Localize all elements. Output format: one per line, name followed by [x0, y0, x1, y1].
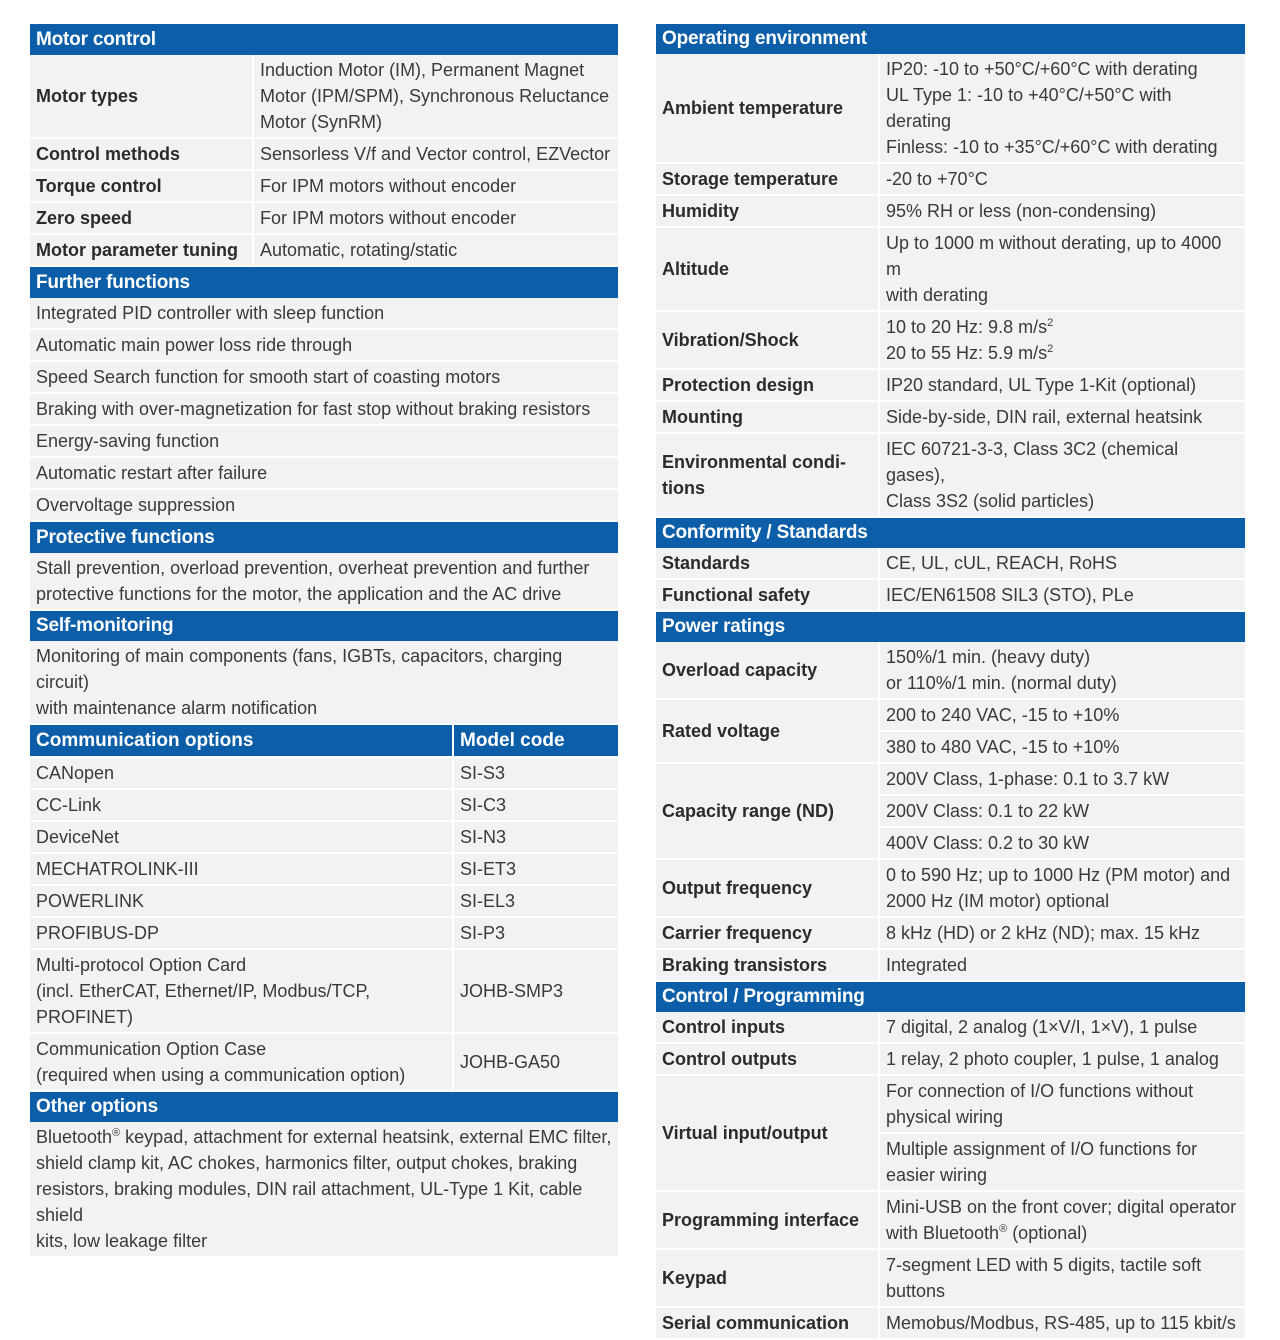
standards-label: Standards [656, 548, 879, 579]
table-row [656, 1075, 1245, 1133]
text-fragment: 20 to 55 Hz: 5.9 m/s [886, 343, 1048, 363]
registered-mark: ® [112, 1127, 121, 1139]
comm-option-name [30, 949, 453, 1033]
text-line: 150%/1 min. (heavy duty) [886, 647, 1091, 667]
text-line: derating [886, 111, 952, 131]
text-fragment: 10 to 20 Hz: 9.8 m/s [886, 317, 1048, 337]
table-row [656, 311, 1245, 369]
control-programming-table [656, 1012, 1245, 1340]
table-row [656, 163, 1245, 195]
motor-types-value [253, 55, 618, 138]
serial-communication-value: Memobus/Modbus, RS-485, up to 115 kbit/s [879, 1307, 1245, 1339]
capacity-range-value: 200V Class: 0.1 to 22 kW [879, 795, 1245, 827]
comm-option-code: JOHB-GA50 [453, 1033, 618, 1091]
table-row [656, 548, 1245, 579]
table-row [30, 853, 618, 885]
table-row [656, 1012, 1245, 1043]
ambient-temperature-value [879, 54, 1245, 163]
table-row [30, 885, 618, 917]
table-row [30, 170, 618, 202]
conformity-table [656, 548, 1245, 612]
comm-option-code: SI-P3 [453, 917, 618, 949]
standards-value: CE, UL, cUL, REACH, RoHS [879, 548, 1245, 579]
power-ratings-header: Power ratings [656, 612, 1245, 642]
zero-speed-value: For IPM motors without encoder [253, 202, 618, 234]
table-row [656, 763, 1245, 795]
text-fragment: keypad, attachment for external heatsink, external EMC filter, [120, 1127, 612, 1147]
functional-safety-value: IEC/EN61508 SIL3 (STO), PLe [879, 579, 1245, 611]
control-inputs-label: Control inputs [656, 1012, 879, 1043]
control-methods-value: Sensorless V/f and Vector control, EZVector [253, 138, 618, 170]
altitude-value [879, 227, 1245, 311]
text-line: with derating [886, 285, 989, 305]
text-line [36, 1124, 612, 1150]
text-line: Multiple assignment of I/O functions for [886, 1139, 1198, 1159]
list-item [30, 425, 618, 457]
table-row [30, 202, 618, 234]
capacity-range-value: 400V Class: 0.2 to 30 kW [879, 827, 1245, 859]
motor-control-table [30, 55, 618, 267]
motor-types-label: Motor types [30, 55, 253, 138]
list-item [30, 457, 618, 489]
text-line: (required when using a communication option) [36, 1065, 406, 1085]
table-row [30, 821, 618, 853]
list-item [30, 361, 618, 393]
superscript: 2 [1047, 343, 1054, 355]
output-frequency-value [879, 859, 1245, 917]
list-item [30, 298, 618, 329]
motor-control-header: Motor control [30, 24, 618, 55]
further-function-item: Braking with over-magnetization for fast stop without braking resistors [30, 393, 618, 425]
table-row [30, 1033, 618, 1091]
communication-options-header: Communication options [30, 725, 453, 757]
comm-option-name: MECHATROLINK-III [30, 853, 453, 885]
text-line: (incl. EtherCAT, Ethernet/IP, Modbus/TCP, PROFINET) [36, 981, 371, 1027]
text-line: Finless: -10 to +35°C/+60°C with derating [886, 137, 1218, 157]
text-line: 7-segment LED with 5 digits, tactile soft [886, 1255, 1202, 1275]
other-options-text [30, 1122, 618, 1257]
control-methods-label: Control methods [30, 138, 253, 170]
table-row [30, 1122, 618, 1257]
further-function-item: Energy-saving function [30, 425, 618, 457]
programming-interface-value [879, 1191, 1245, 1249]
table-row [30, 917, 618, 949]
table-row [30, 234, 618, 266]
comm-option-code: JOHB-SMP3 [453, 949, 618, 1033]
motor-types-line: Induction Motor (IM), Permanent Magnet [260, 60, 585, 80]
text-line: with maintenance alarm notification [36, 698, 318, 718]
comm-option-code: SI-C3 [453, 789, 618, 821]
control-inputs-value: 7 digital, 2 analog (1×V/I, 1×V), 1 pulse [879, 1012, 1245, 1043]
text-line: physical wiring [886, 1107, 1004, 1127]
vibration-shock-label: Vibration/Shock [656, 311, 879, 369]
output-frequency-label: Output frequency [656, 859, 879, 917]
text-line: shield clamp kit, AC chokes, harmonics filter, output chokes, braking [36, 1153, 578, 1173]
overload-capacity-value [879, 642, 1245, 699]
text-fragment: Bluetooth [36, 1127, 113, 1147]
table-row [30, 789, 618, 821]
table-row [30, 553, 618, 610]
table-row [30, 757, 618, 789]
text-fragment: with Bluetooth [886, 1223, 1000, 1243]
further-function-item: Integrated PID controller with sleep function [30, 298, 618, 329]
control-programming-header: Control / Programming [656, 982, 1245, 1012]
comm-option-name: DeviceNet [30, 821, 453, 853]
functional-safety-label: Functional safety [656, 579, 879, 611]
text-line: 2000 Hz (IM motor) optional [886, 891, 1110, 911]
operating-environment-header: Operating environment [656, 24, 1245, 54]
table-row [656, 1043, 1245, 1075]
operating-environment-table [656, 54, 1245, 518]
table-row [656, 1191, 1245, 1249]
self-monitoring-table [30, 641, 618, 725]
keypad-label: Keypad [656, 1249, 879, 1307]
protective-functions-text [30, 553, 618, 610]
storage-temperature-label: Storage temperature [656, 163, 879, 195]
text-line: Monitoring of main components (fans, IGBTs, capacitors, charging circuit) [36, 646, 563, 692]
superscript: 2 [1047, 317, 1054, 329]
storage-temperature-value: -20 to +70°C [879, 163, 1245, 195]
text-line: kits, low leakage filter [36, 1231, 208, 1251]
serial-communication-label: Serial communication [656, 1307, 879, 1339]
virtual-io-label: Virtual input/output [656, 1075, 879, 1191]
text-line [886, 340, 1239, 366]
ambient-temperature-label: Ambient temperature [656, 54, 879, 163]
protective-functions-header: Protective functions [30, 522, 618, 553]
mounting-label: Mounting [656, 401, 879, 433]
environmental-conditions-value [879, 433, 1245, 517]
list-item [30, 489, 618, 521]
protection-design-value: IP20 standard, UL Type 1-Kit (optional) [879, 369, 1245, 401]
text-line: IP20: -10 to +50°C/+60°C with derating [886, 59, 1198, 79]
further-function-item: Automatic main power loss ride through [30, 329, 618, 361]
text-line: For connection of I/O functions without [886, 1081, 1194, 1101]
rated-voltage-value: 380 to 480 VAC, -15 to +10% [879, 731, 1245, 763]
communication-table [30, 725, 618, 1092]
text-line: 0 to 590 Hz; up to 1000 Hz (PM motor) and [886, 865, 1231, 885]
table-row [656, 195, 1245, 227]
motor-types-line: Motor (IPM/SPM), Synchronous Reluctance [260, 86, 610, 106]
protective-functions-table [30, 553, 618, 611]
other-options-header: Other options [30, 1092, 618, 1122]
comm-option-name [30, 1033, 453, 1091]
text-line: UL Type 1: -10 to +40°C/+50°C with [886, 85, 1172, 105]
table-row [656, 369, 1245, 401]
comm-option-code: SI-S3 [453, 757, 618, 789]
text-line: resistors, braking modules, DIN rail attachment, UL-Type 1 Kit, cable shield [36, 1179, 583, 1225]
zero-speed-label: Zero speed [30, 202, 253, 234]
text-line: easier wiring [886, 1165, 988, 1185]
rated-voltage-value: 200 to 240 VAC, -15 to +10% [879, 699, 1245, 731]
comm-option-name: PROFIBUS-DP [30, 917, 453, 949]
further-function-item: Overvoltage suppression [30, 489, 618, 521]
table-row [30, 949, 618, 1033]
self-monitoring-header: Self-monitoring [30, 611, 618, 641]
text-line: Up to 1000 m without derating, up to 4000 m [886, 233, 1222, 279]
other-options-table [30, 1122, 618, 1258]
table-row [656, 1249, 1245, 1307]
model-code-header: Model code [453, 725, 618, 757]
overload-capacity-label: Overload capacity [656, 642, 879, 699]
further-functions-header: Further functions [30, 267, 618, 298]
motor-parameter-tuning-value: Automatic, rotating/static [253, 234, 618, 266]
control-outputs-label: Control outputs [656, 1043, 879, 1075]
rated-voltage-label: Rated voltage [656, 699, 879, 763]
text-line: IEC 60721-3-3, Class 3C2 (chemical gases), [886, 439, 1179, 485]
capacity-range-label: Capacity range (ND) [656, 763, 879, 859]
registered-mark: ® [999, 1223, 1008, 1235]
further-functions-table [30, 298, 618, 522]
text-line: Environmental condi- [662, 452, 847, 472]
braking-transistors-value: Integrated [879, 949, 1245, 981]
vibration-shock-value [879, 311, 1245, 369]
carrier-frequency-label: Carrier frequency [656, 917, 879, 949]
comm-option-code: SI-N3 [453, 821, 618, 853]
table-row [656, 54, 1245, 163]
text-line: Communication Option Case [36, 1039, 267, 1059]
torque-control-label: Torque control [30, 170, 253, 202]
braking-transistors-label: Braking transistors [656, 949, 879, 981]
table-row [656, 227, 1245, 311]
comm-option-code: SI-ET3 [453, 853, 618, 885]
text-line: Mini-USB on the front cover; digital operator [886, 1197, 1237, 1217]
text-fragment: (optional) [1007, 1223, 1088, 1243]
virtual-io-value [879, 1133, 1245, 1191]
table-row [656, 1307, 1245, 1339]
text-line: buttons [886, 1281, 946, 1301]
carrier-frequency-value: 8 kHz (HD) or 2 kHz (ND); max. 15 kHz [879, 917, 1245, 949]
motor-types-line: Motor (SynRM) [260, 112, 383, 132]
table-row [30, 138, 618, 170]
altitude-label: Altitude [656, 227, 879, 311]
environmental-conditions-label [656, 433, 879, 517]
left-column [30, 24, 618, 1258]
table-row [656, 699, 1245, 731]
control-outputs-value: 1 relay, 2 photo coupler, 1 pulse, 1 analog [879, 1043, 1245, 1075]
text-line [886, 1220, 1239, 1246]
comm-option-name: CANopen [30, 757, 453, 789]
list-item [30, 393, 618, 425]
table-row [656, 917, 1245, 949]
self-monitoring-text [30, 641, 618, 724]
virtual-io-value [879, 1075, 1245, 1133]
table-row [656, 401, 1245, 433]
list-item [30, 329, 618, 361]
text-line: Class 3S2 (solid particles) [886, 491, 1095, 511]
conformity-standards-header: Conformity / Standards [656, 518, 1245, 548]
comm-option-code: SI-EL3 [453, 885, 618, 917]
table-row [656, 949, 1245, 981]
humidity-value: 95% RH or less (non-condensing) [879, 195, 1245, 227]
table-row [656, 433, 1245, 517]
text-line: protective functions for the motor, the application and the AC drive [36, 584, 562, 604]
comm-option-name: POWERLINK [30, 885, 453, 917]
right-column [656, 24, 1245, 1340]
text-line: Stall prevention, overload prevention, overheat prevention and further [36, 558, 590, 578]
table-row [30, 55, 618, 138]
capacity-range-value: 200V Class, 1-phase: 0.1 to 3.7 kW [879, 763, 1245, 795]
power-ratings-table [656, 642, 1245, 982]
humidity-label: Humidity [656, 195, 879, 227]
programming-interface-label: Programming interface [656, 1191, 879, 1249]
further-function-item: Automatic restart after failure [30, 457, 618, 489]
comm-option-name: CC-Link [30, 789, 453, 821]
communication-header-row [30, 725, 618, 757]
further-function-item: Speed Search function for smooth start of coasting motors [30, 361, 618, 393]
table-row [656, 859, 1245, 917]
motor-parameter-tuning-label: Motor parameter tuning [30, 234, 253, 266]
text-line: Multi-protocol Option Card [36, 955, 247, 975]
table-row [656, 579, 1245, 611]
text-line [886, 314, 1239, 340]
text-line: tions [662, 478, 705, 498]
table-row [656, 642, 1245, 699]
protection-design-label: Protection design [656, 369, 879, 401]
text-line: or 110%/1 min. (normal duty) [886, 673, 1117, 693]
keypad-value [879, 1249, 1245, 1307]
table-row [30, 641, 618, 724]
mounting-value: Side-by-side, DIN rail, external heatsink [879, 401, 1245, 433]
torque-control-value: For IPM motors without encoder [253, 170, 618, 202]
